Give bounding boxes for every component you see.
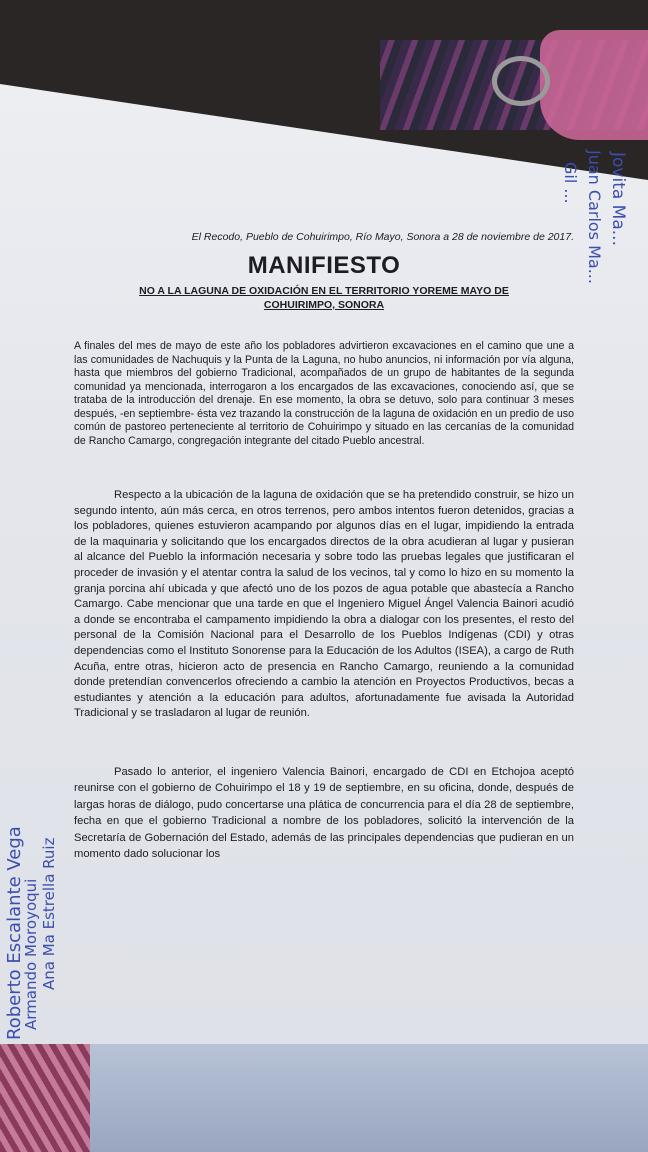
paragraph-3: Pasado lo anterior, el ingeniero Valencia Bainori, encargado de CDI en Etchojoa aceptó reunirse con el gobierno de Cohuirimpo el 18 y 19 de septiembre, en su oficina, donde, después de largas horas de diálogo, pudo concertarse una plática de concurrencia para el día 28 de septiembre, fecha en que el gobierno Tradicional a nombre de los pobladores, solicitó la intervención de la Secretaría de Gobernación del Estado, además de las principales dependencias que pudieran en un momento dado solucionar los xyxy=(74,765,574,860)
background-metal-ring xyxy=(492,56,550,106)
handwritten-signature-1: Roberto Escalante Vega xyxy=(4,826,25,1040)
paragraph-1: A finales del mes de mayo de este año los pobladores advirtieron excavaciones en el camino que une a las comunidades de Nachuquis y la Punta de la Laguna, no hubo anuncios, ni información por vía alguna, hasta que miembros del gobierno Tradicional, acompañados de un grupo de habitantes de la segunda comunidad ya mencionada, interrogaron a los encargados de las excavaciones, conociendo así, que se trataba de la introducción del drenaje. En ese momento, la obra se detuvo, solo para continuar 3 meses después, -en septiembre- ésta vez trazando la construcción de la laguna de oxidación en un predio de uso común de pastoreo perteneciente al territorio de Cohuirimpo y situado en las cercanías de la comunidad de Rancho Camargo, congregación integrante del citado Pueblo ancestral. xyxy=(74,340,574,447)
paragraph-2: Respecto a la ubicación de la laguna de oxidación que se ha pretendido construir, se hizo un segundo intento, aún más cerca, en otros terrenos, pero ambos intentos fueron detenidos, gracias a los pobladores, quienes estuvieron acampando por algunos días en el lugar, impidiendo la entrada de la maquinaria y solicitando que los encargados directos de la obra acudieran al lugar y pusieran al alcance del Pueblo la información necesaria y sobre todo las pruebas legales que justificaran el proceder de invasión y el atentar contra la salud de los vecinos, tal y como lo hizo en su momento la granja porcina ahí ubicada y que afectó uno de los pozos de agua potable que abastecía a Rancho Camargo. Cabe mencionar que una tarde en que el Ingeniero Miguel Ángel Valencia Bainori acudió a donde se encontraba el campamento impidiendo la obra a dialogar con los presentes, el resto del personal de la Comisión Nacional para el Desarrollo de los Pueblos Indígenas (CDI) y otras dependencias como el Instituto Sonorense para la Educación de los Adultos (ISEA), a cargo de Ruth Acuña, entre otras, hicieron acto de presencia en Rancho Camargo, reuniendo a la comunidad donde pretendían convencerlos ofreciendo a cambio la atención en Proyectos Productivos, becas a estudiantes y atención a la educación para adultos, afortunadamente fue avisada la Autoridad Tradicional y se trasladaron al lugar de reunión. xyxy=(74,489,574,720)
handwritten-signature-3: Ana Ma Estrella Ruiz xyxy=(40,837,58,990)
place-date-line: El Recodo, Pueblo de Cohuirimpo, Río Mayo, Sonora a 28 de noviembre de 2017. xyxy=(191,231,574,243)
document-body xyxy=(74,230,574,862)
handwritten-signature-2: Armando Moroyoqui xyxy=(22,878,40,1030)
background-pink-cloth xyxy=(540,30,648,140)
background-cloth-corner xyxy=(0,1040,90,1152)
background-surface xyxy=(0,1040,648,1152)
document-subtitle: NO A LA LAGUNA DE OXIDACIÓN EN EL TERRITORIO YOREME MAYO DE COHUIRIMPO, SONORA xyxy=(139,285,509,311)
handwritten-signature-5: Juan Carlos Ma... xyxy=(585,150,604,284)
handwritten-signature-4: Jovita Ma... xyxy=(608,152,628,246)
handwritten-signature-6: Gil ... xyxy=(561,162,580,204)
document-title: MANIFIESTO xyxy=(247,252,401,279)
